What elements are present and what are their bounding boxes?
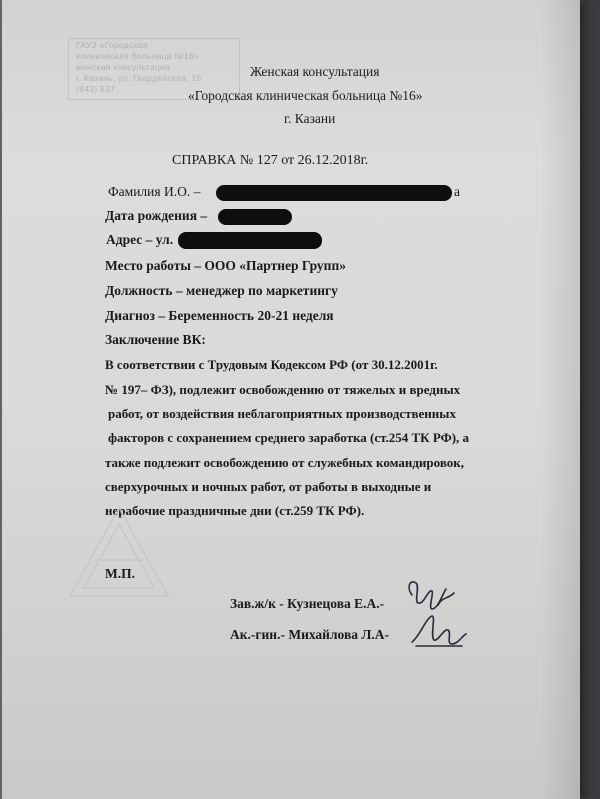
redaction-name: [216, 185, 452, 201]
body-line: факторов с сохранением среднего заработка (ст.254 ТК РФ), а: [108, 430, 470, 445]
stamp-line: г. Казань, ул. Гвардейская, 15: [76, 73, 202, 83]
address-label: Адрес – ул.: [106, 232, 174, 247]
header-line-3: г. Казани: [284, 111, 336, 126]
body-line: № 197– ФЗ), подлежит освобождению от тяжелых и вредных: [105, 382, 461, 397]
body-line: В соответствии с Трудовым Кодексом РФ (от 30.12.2001г.: [105, 357, 438, 372]
stamp-line: (843) 537...: [76, 84, 124, 94]
conclusion-label: Заключение ВК:: [105, 332, 206, 347]
body-line: также подлежит освобождению от служебных командировок,: [105, 455, 465, 470]
document-sheet: [2, 0, 580, 799]
seal-placeholder: М.П.: [105, 566, 135, 581]
body-line: сверхурочных и ночных работ, от работы в выходные и: [105, 479, 432, 494]
redaction-dob: [218, 209, 292, 225]
header-line-2: «Городская клиническая больница №16»: [188, 88, 423, 103]
redaction-address: [178, 232, 322, 249]
name-tail: а: [454, 184, 460, 199]
stamp-line: ГАУЗ «Городская: [76, 40, 148, 50]
stamp-line: клиническая больница №16»: [76, 51, 199, 61]
signature-head-line: Зав.ж/к - Кузнецова Е.А.-: [230, 596, 385, 611]
diagnosis-field: Диагноз – Беременность 20-21 неделя: [105, 308, 334, 323]
signature-obgyn-line: Ак.-гин.- Михайлова Л.А-: [230, 627, 390, 642]
body-line: работ, от воздействия неблагоприятных производственных: [108, 406, 456, 421]
header-line-1: Женская консультация: [250, 64, 380, 79]
triangle-seal-icon: [64, 500, 174, 610]
stamp-line: женская консультация: [76, 62, 170, 72]
name-label: Фамилия И.О. –: [108, 184, 201, 199]
body-line: нерабочие праздничные дни (ст.259 ТК РФ).: [105, 503, 365, 518]
document-title: СПРАВКА № 127 от 26.12.2018г.: [172, 153, 369, 168]
dob-label: Дата рождения –: [105, 208, 208, 223]
position-field: Должность – менеджер по маркетингу: [105, 283, 338, 298]
work-field: Место работы – ООО «Партнер Групп»: [105, 258, 346, 273]
handwritten-signature-icon: [402, 606, 472, 654]
